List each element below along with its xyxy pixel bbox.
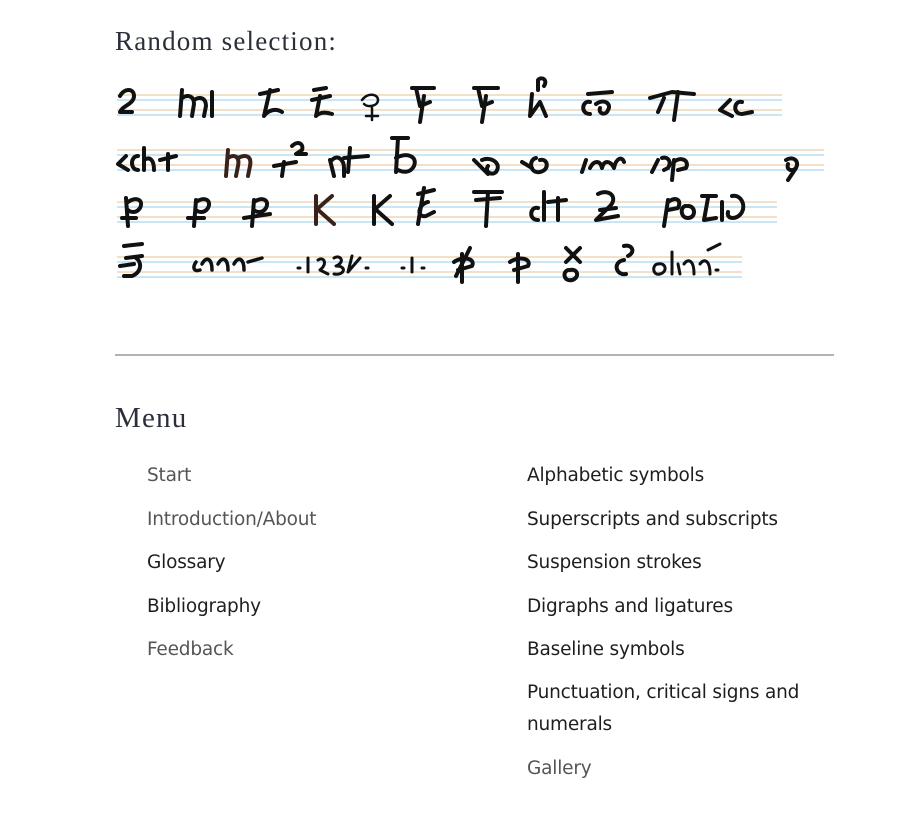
menu-link-punctuation-critical-signs-numerals[interactable]: Punctuation, critical signs and numerals [527,682,800,735]
glyph [654,244,720,274]
glyph [531,192,566,220]
menu-right-column [527,460,847,785]
glyph [374,196,392,224]
menu-link-bibliography[interactable]: Bibliography [147,595,261,617]
glyph [120,90,134,112]
glyph [474,159,498,174]
glyphs-row-2 [118,138,797,180]
menu-link-glossary[interactable]: Glossary [147,552,226,573]
glyph [412,88,434,122]
menu-link-feedback[interactable]: Feedback [147,639,234,660]
menu-link-introduction-about[interactable]: Introduction/About [147,508,317,530]
glyph [720,100,752,116]
guide-row-1 [117,95,782,115]
glyph [118,148,176,170]
guide-row-2 [117,150,824,170]
glyph [565,248,580,280]
menu-link-digraphs-ligatures[interactable]: Digraphs and ligatures [527,595,733,617]
section-divider [115,354,834,356]
glyph [194,258,262,271]
menu-link-baseline-symbols[interactable]: Baseline symbols [527,638,685,660]
menu-heading: Menu [115,402,188,434]
glyph [650,92,694,120]
random-selection-heading: Random selection: [115,26,338,56]
menu-link-alphabetic-symbols[interactable]: Alphabetic symbols [527,465,705,486]
menu-link-superscripts-subscripts[interactable]: Superscripts and subscripts [527,508,778,530]
glyph [226,150,250,176]
glyphs-row-4 [120,244,720,282]
menu-link-suspension-strokes[interactable]: Suspension strokes [527,551,702,573]
glyph [180,90,212,116]
menu-link-start[interactable]: Start [147,465,192,486]
glyph [474,88,498,122]
glyph [392,138,415,172]
glyph [474,192,502,226]
menu-left-column [147,460,447,678]
glyph [362,95,378,120]
glyph [312,88,332,116]
glyph [120,244,142,276]
glyph [402,258,424,272]
glyph [260,90,282,116]
glyph [652,158,687,180]
glyph [617,246,633,275]
glyph [418,188,434,224]
random-symbols-gallery [112,76,834,296]
glyph [510,254,529,282]
glyph [274,143,306,176]
glyph [316,196,334,224]
glyph [330,148,368,176]
menu-link-gallery[interactable]: Gallery [527,758,592,779]
glyph [596,192,618,220]
glyph [786,158,797,180]
